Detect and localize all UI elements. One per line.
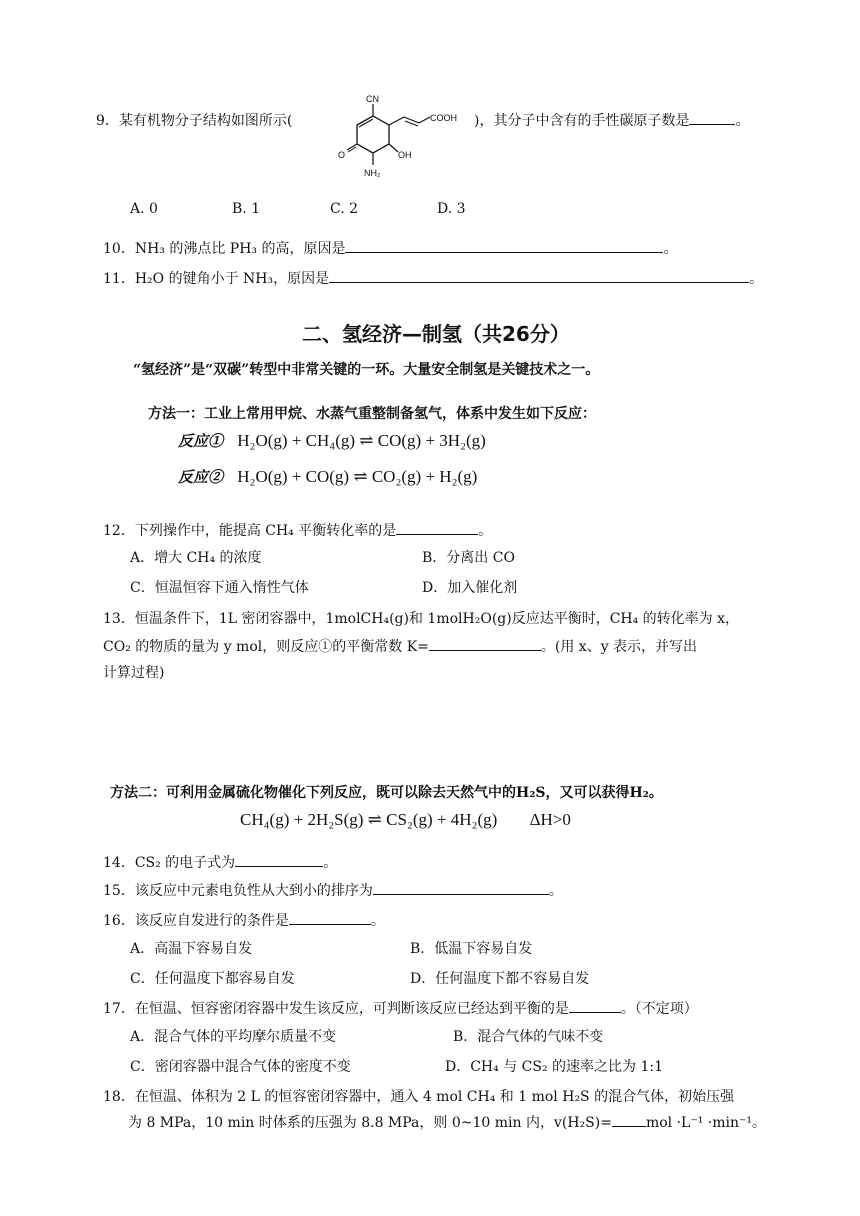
q13-line2a: CO₂ 的物质的量为 y mol，则反应①的平衡常数 K= [103, 639, 429, 655]
reaction-2-equation: H₂O(g) + CO(g) ⇌ CO₂(g) + H₂(g) [237, 467, 478, 486]
cn-label: CN [366, 94, 379, 104]
oh-label: OH [398, 150, 412, 160]
q17-option-a[interactable]: A．混合气体的平均摩尔质量不变 [130, 1029, 337, 1045]
q10-end: 。 [663, 241, 678, 257]
q10-answer-blank[interactable] [345, 238, 663, 253]
q16-answer-blank[interactable] [289, 910, 371, 925]
q9-option-d[interactable]: D. 3 [437, 201, 466, 217]
q16-text: 16．该反应自发进行的条件是 [103, 913, 289, 929]
q14-line [103, 852, 337, 872]
q12-option-a[interactable]: A．增大 CH₄ 的浓度 [130, 550, 262, 566]
q15-text: 15．该反应中元素电负性从大到小的排序为 [103, 883, 373, 899]
q15-end: 。 [548, 883, 563, 899]
q12-text: 12．下列操作中，能提高 CH₄ 平衡转化率的是 [103, 523, 397, 539]
q9-line [96, 110, 292, 130]
q18-answer-blank[interactable] [612, 1112, 646, 1127]
q12-option-c[interactable]: C．恒温恒容下通入惰性气体 [130, 580, 309, 596]
q15-line [103, 880, 563, 900]
o-label: O [338, 150, 346, 160]
q16-option-d[interactable]: D．任何温度下都不容易自发 [410, 971, 590, 987]
q14-end: 。 [323, 855, 338, 871]
q17-option-d[interactable]: D．CH₄ 与 CS₂ 的速率之比为 1:1 [445, 1059, 664, 1075]
reaction-1-equation: H₂O(g) + CH₄(g) ⇌ CO(g) + 3H₂(g) [237, 431, 486, 450]
q12-end: 。 [478, 523, 493, 539]
q9-option-c[interactable]: C. 2 [330, 201, 359, 217]
method2-equation: CH₄(g) + 2H₂S(g) ⇌ CS₂(g) + 4H₂(g) [240, 810, 498, 829]
q12-answer-blank[interactable] [396, 520, 478, 535]
q12-line [103, 520, 492, 540]
molecule-structure-image [318, 92, 468, 184]
reaction-2-label: 反应② [178, 468, 224, 486]
q18-line1: 18．在恒温、体积为 2 L 的恒容密闭容器中，通入 4 mol CH₄ 和 1 mol H₂S 的混合气体，初始压强 [103, 1089, 735, 1105]
q17-end: 。（不定项） [620, 1001, 698, 1017]
q11-answer-blank[interactable] [329, 268, 749, 283]
q11-end: 。 [749, 271, 764, 287]
q11-text: 11．H₂O 的键角小于 NH₃，原因是 [103, 271, 330, 287]
q13-line3: 计算过程) [103, 665, 165, 681]
q9-end: 。 [735, 113, 750, 129]
q17-text: 17．在恒温、恒容密闭容器中发生该反应，可判断该反应已经达到平衡的是 [103, 1001, 569, 1017]
q16-option-c[interactable]: C．任何温度下都容易自发 [130, 971, 295, 987]
q13-line1: 13．恒温条件下，1L 密闭容器中，1molCH₄(g)和 1molH₂O(g)反应达平衡时，CH₄ 的转化率为 x， [103, 611, 740, 627]
q13-line2b: 。(用 x、y 表示，并写出 [540, 639, 698, 655]
q10-line [103, 238, 677, 258]
q9-prefix: 9．某有机物分子结构如图所示( [96, 113, 293, 129]
q16-option-a[interactable]: A．高温下容易自发 [130, 941, 253, 957]
q9-suffix: )，其分子中含有的手性碳原子数是 [474, 113, 690, 129]
q17-line [103, 998, 698, 1018]
q9-answer-blank[interactable] [689, 110, 735, 125]
cooh-label: COOH [430, 113, 457, 123]
reaction-1-label: 反应① [178, 432, 224, 450]
q13-line2 [103, 636, 697, 656]
q17-option-c[interactable]: C．密闭容器中混合气体的密度不变 [130, 1059, 351, 1075]
reaction-2 [178, 466, 477, 487]
method2-reaction [240, 810, 571, 830]
q9-option-b[interactable]: B. 1 [232, 201, 261, 217]
q12-option-d[interactable]: D．加入催化剂 [422, 580, 518, 596]
q17-answer-blank[interactable] [569, 998, 621, 1013]
q10-text: 10．NH₃ 的沸点比 PH₃ 的高，原因是 [103, 241, 346, 257]
q15-answer-blank[interactable] [373, 880, 549, 895]
q12-option-b[interactable]: B．分离出 CO [422, 550, 515, 566]
method1-text: 方法一：工业上常用甲烷、水蒸气重整制备氢气，体系中发生如下反应： [148, 406, 596, 422]
q14-answer-blank[interactable] [235, 852, 323, 867]
section-title: 二、氢经济—制氢（共26分） [302, 322, 570, 346]
section-intro: “氢经济”是“双碳”转型中非常关键的一环。大量安全制氢是关键技术之一。 [133, 362, 600, 378]
method2-text: 方法二：可利用金属硫化物催化下列反应，既可以除去天然气中的H₂S，又可以获得H₂。 [110, 785, 663, 801]
q16-option-b[interactable]: B．低温下容易自发 [410, 941, 533, 957]
method2-enthalpy: ΔH>0 [529, 810, 571, 829]
q14-text: 14．CS₂ 的电子式为 [103, 855, 236, 871]
q13-answer-blank[interactable] [429, 636, 541, 651]
q9-line-end [474, 110, 749, 130]
q18-line2 [128, 1112, 766, 1132]
q18-line2a: 为 8 MPa，10 min 时体系的压强为 8.8 MPa，则 0~10 min 内，v(H₂S)= [128, 1115, 612, 1131]
q11-line [103, 268, 763, 288]
q16-end: 。 [370, 913, 385, 929]
reaction-1 [178, 430, 486, 451]
q16-line [103, 910, 385, 930]
nh2-label: NH₂ [364, 168, 381, 178]
q9-option-a[interactable]: A. 0 [130, 201, 158, 217]
q17-option-b[interactable]: B．混合气体的气味不变 [453, 1029, 604, 1045]
q18-line2b: mol ·L⁻¹ ·min⁻¹。 [645, 1115, 767, 1131]
